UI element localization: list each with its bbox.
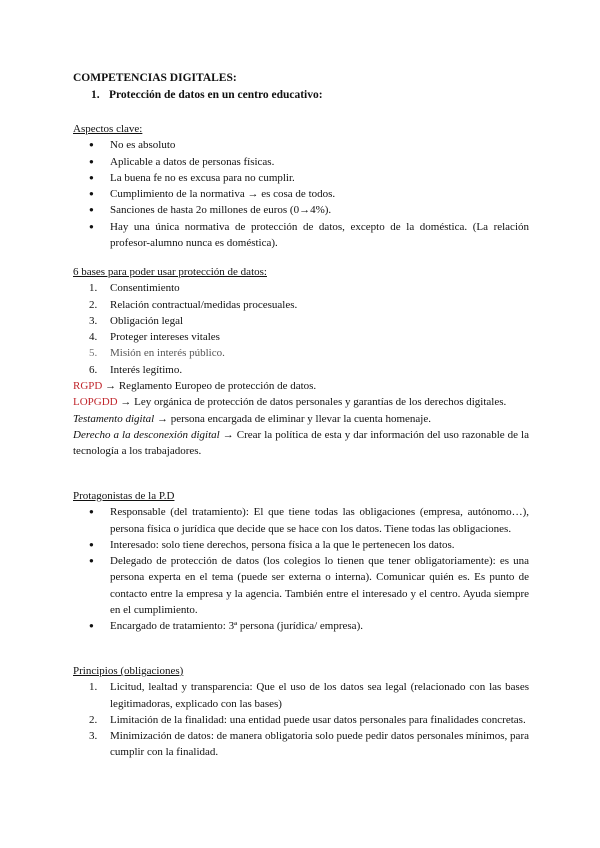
list-item: 1. Consentimiento	[89, 282, 180, 295]
list-item: ● La buena fe no es excusa para no cumplir.	[73, 170, 529, 186]
list-item: ● Hay una única normativa de protección de datos, excepto de la doméstica. (La relación profesor-alumno nunca es doméstica).	[73, 219, 529, 252]
list-item: 3. Obligación legal	[89, 314, 184, 327]
testamento-definition: Testamento digital → persona encargada de eliminar y llevar la cuenta homenaje.	[73, 412, 431, 425]
section-title: Protección de datos en un centro educativo:	[109, 89, 323, 101]
list-item: ● Delegado de protección de datos (los colegios lo tienen que tener obligatoriamente): es una persona experta en el tema (puede ser externa o interna). Comunicar quién es. Es punto de contacto entre la empresa y la agencia. También entre el interesado y el centro. Ayuda siempre en el cumplimiento.	[73, 553, 529, 618]
section-number: 1.	[91, 89, 100, 101]
list-item: ● Responsable (del tratamiento): El que tiene todas las obligaciones (empresa, autónomo…), persona física o jurídica que decide que se hace con los datos. Tiene todas las obligaciones.	[73, 504, 529, 537]
rgpd-term: RGPD	[73, 380, 103, 393]
list-item: 4. Proteger intereses vitales	[89, 331, 220, 344]
aspectos-list	[73, 137, 529, 251]
list-item: 3. Minimización de datos: de manera obligatoria solo puede pedir datos personales mínimos, para cumplir con la finalidad.	[89, 730, 529, 759]
protagonistas-section	[73, 488, 529, 635]
principios-heading: Principios (obligaciones)	[73, 665, 184, 677]
lopgdd-definition: LOPGDD → Ley orgánica de protección de datos personales y garantías de los derechos digitales.	[73, 396, 507, 409]
list-item: ● Encargado de tratamiento: 3ª persona (jurídica/ empresa).	[73, 618, 529, 634]
document-title: COMPETENCIAS DIGITALES:	[73, 72, 237, 84]
aspectos-heading: Aspectos clave:	[73, 123, 143, 135]
list-item: 2. Limitación de la finalidad: una entidad puede usar datos personales para finalidades concretas.	[89, 713, 526, 726]
list-item: ● Aplicable a datos de personas físicas.	[73, 154, 529, 170]
desconexion-definition: Derecho a la desconexión digital → Crear la política de esta y dar información del uso razonable de la tecnología a los trabajadores.	[73, 428, 529, 458]
principios-list	[73, 679, 529, 760]
rgpd-definition: RGPD → Reglamento Europeo de protección de datos.	[73, 380, 317, 393]
bases-section	[73, 264, 529, 460]
list-item: 1. Licitud, lealtad y transparencia: Que el uso de los datos sea legal (relacionado con las bases legitimadoras, explicado con las bases)	[89, 681, 529, 710]
list-item: 5. Misión en interés público.	[89, 347, 225, 360]
section-heading	[91, 89, 323, 101]
principios-section	[73, 663, 529, 761]
list-item: ● Cumplimiento de la normativa → es cosa de todos.	[73, 186, 529, 202]
list-item: ● Sanciones de hasta 2o millones de euros (0→4%).	[73, 202, 529, 218]
bases-list	[73, 280, 529, 378]
list-item: ● No es absoluto	[73, 137, 529, 153]
protagonistas-heading: Protagonistas de la P.D	[73, 490, 175, 502]
desconexion-term: Derecho a la desconexión digital	[73, 428, 220, 441]
aspectos-section	[73, 121, 529, 251]
list-item: 6. Interés legítimo.	[89, 363, 183, 376]
bases-heading: 6 bases para poder usar protección de datos:	[73, 266, 267, 278]
protagonistas-list	[73, 504, 529, 634]
lopgdd-term: LOPGDD	[73, 396, 118, 409]
testamento-term: Testamento digital	[73, 412, 155, 425]
list-item: ● Interesado: solo tiene derechos, persona física a la que le pertenecen los datos.	[73, 537, 529, 553]
list-item: 2. Relación contractual/medidas procesuales.	[89, 298, 298, 311]
